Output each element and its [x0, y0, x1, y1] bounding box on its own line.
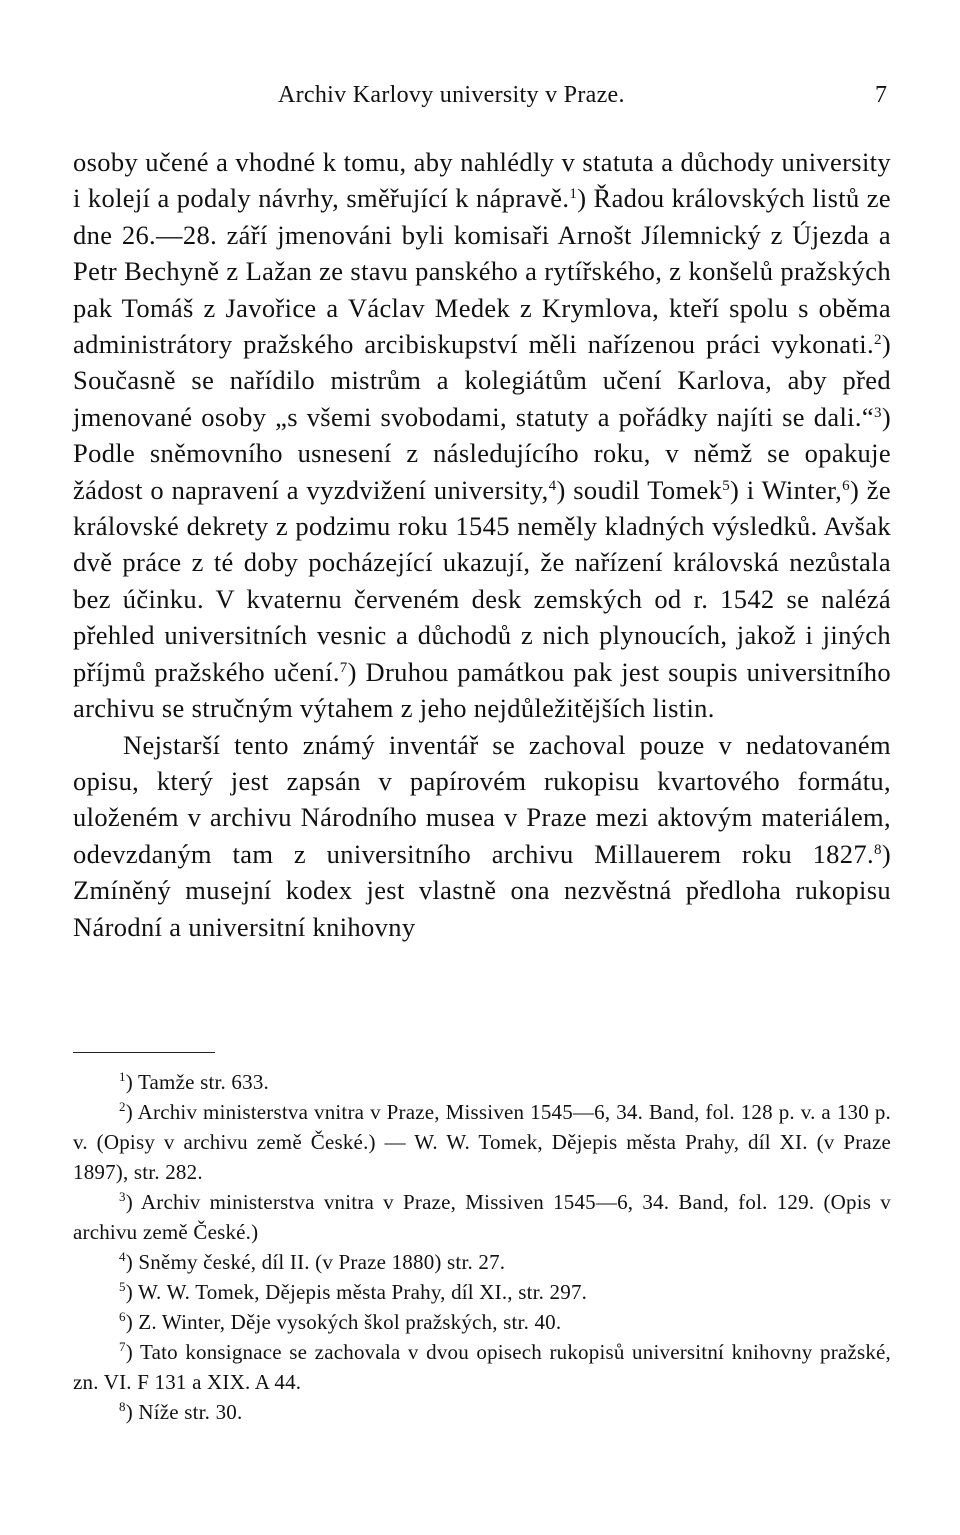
footnote-text: ) Tamže str. 633.	[125, 1070, 269, 1094]
footnote-ref: 1	[569, 186, 578, 203]
running-title: Archiv Karlovy university v Praze.	[278, 82, 625, 108]
text-run: ) Druhou památkou pak jest soupis universitního archivu se stručným výtahem z jeho nejdůležitějších listin.	[73, 656, 891, 724]
footnote-ref: 3	[873, 404, 882, 421]
text-run: ) i Winter,	[730, 474, 843, 505]
footnote-text: ) Tato konsignace se zachovala v dvou opisech rukopisů universitní knihovny pražské, zn. VI. F 131 a XIX. A 44.	[73, 1340, 891, 1394]
footnote	[73, 1067, 891, 1097]
text-run: ) soudil Tomek	[556, 474, 723, 505]
footnote-text: ) Sněmy české, díl II. (v Praze 1880) str. 27.	[125, 1250, 506, 1274]
body-text	[73, 144, 891, 945]
footnote-mark: 6	[119, 1309, 126, 1324]
footnote-ref: 2	[873, 332, 882, 349]
footnote-ref: 4	[548, 477, 557, 494]
footnote-mark: 3	[119, 1189, 126, 1204]
running-head	[73, 82, 891, 116]
text-run: ) že královské dekrety z podzimu roku 1545 neměly kladných výsledků. Avšak dvě práce z té doby pocházející ukazují, že nařízení královská nezůstala bez účinku. V kvaternu červeném desk zemských od r. 1542 se nalézá přehled universitních vesnic a důchodů z nich plynoucích, jakož i jiných příjmů pražského učení.	[73, 474, 892, 687]
footnotes	[73, 1067, 891, 1427]
footnote-mark: 8	[119, 1399, 126, 1414]
footnote-mark: 5	[119, 1279, 126, 1294]
footnote-mark: 7	[119, 1339, 126, 1354]
page-number: 7	[875, 82, 887, 108]
footnote-ref: 7	[339, 659, 348, 676]
footnote	[73, 1277, 891, 1307]
text-run: ) Současně se nařídilo mistrům a kolegiátům učení Karlova, aby před jmenované osoby „s všemi svobodami, statuty a pořádky najíti se dali.“	[73, 329, 891, 432]
paragraph-1	[73, 144, 891, 727]
text-run: Nejstarší tento známý inventář se zachoval pouze v nedatovaném opisu, který jest zapsán v papírovém rukopisu kvartového formátu, uloženém v archivu Národního musea v Praze mezi aktovým materiálem, odevzdaným tam z universitního archivu Millauerem roku 1827.	[73, 729, 891, 869]
footnote	[73, 1247, 891, 1277]
text-run: osoby učené a vhodné k tomu, aby nahlédly v statuta a důchody university i kolejí a podaly návrhy, směřující k nápravě.	[73, 147, 891, 214]
footnote	[73, 1307, 891, 1337]
footnote-rule	[73, 1052, 215, 1053]
footnote	[73, 1187, 891, 1247]
footnote-mark: 4	[119, 1249, 126, 1264]
paragraph-2	[73, 727, 891, 945]
footnote	[73, 1397, 891, 1427]
text-run: ) Podle sněmovního usnesení z následujícího roku, v němž se opakuje žádost o napravení a vyzdvižení university,	[73, 401, 891, 505]
text-run: ) Zmíněný musejní kodex jest vlastně ona nezvěstná předloha rukopisu Národní a universitní knihovny	[73, 838, 891, 942]
footnote-ref: 8	[873, 841, 882, 858]
footnote-text: ) W. W. Tomek, Dějepis města Prahy, díl XI., str. 297.	[125, 1280, 588, 1304]
footnote-mark: 2	[119, 1099, 126, 1114]
footnote-ref: 5	[722, 477, 731, 494]
footnote-ref: 6	[842, 477, 851, 494]
footnote-text: ) Z. Winter, Děje vysokých škol pražských, str. 40.	[125, 1310, 562, 1334]
footnote-text: ) Archiv ministerstva vnitra v Praze, Missiven 1545—6, 34. Band, fol. 129. (Opis v archivu země České.)	[73, 1190, 891, 1244]
footnote-text: ) Níže str. 30.	[125, 1400, 243, 1424]
text-run: ) Řadou královských listů ze dne 26.—28. září jmenováni byli komisaři Arnošt Jílemnický z Újezda a Petr Bechyně z Lažan ze stavu panského a rytířského, z konšelů pražských pak Tomáš z Javořice a Václav Medek z Krymlova, kteří spolu s oběma administrátory pražského arcibiskupství měli nařízenou práci vykonati.	[73, 183, 891, 360]
footnote-mark: 1	[119, 1069, 126, 1084]
footnote-text: ) Archiv ministerstva vnitra v Praze, Missiven 1545—6, 34. Band, fol. 128 p. v. a 130 p. v. (Opisy v archivu země České.) — W. W. Tomek, Dějepis města Prahy, díl XI. (v Praze 1897), str. 282.	[73, 1100, 891, 1184]
footnote	[73, 1097, 891, 1187]
footnote	[73, 1337, 891, 1397]
